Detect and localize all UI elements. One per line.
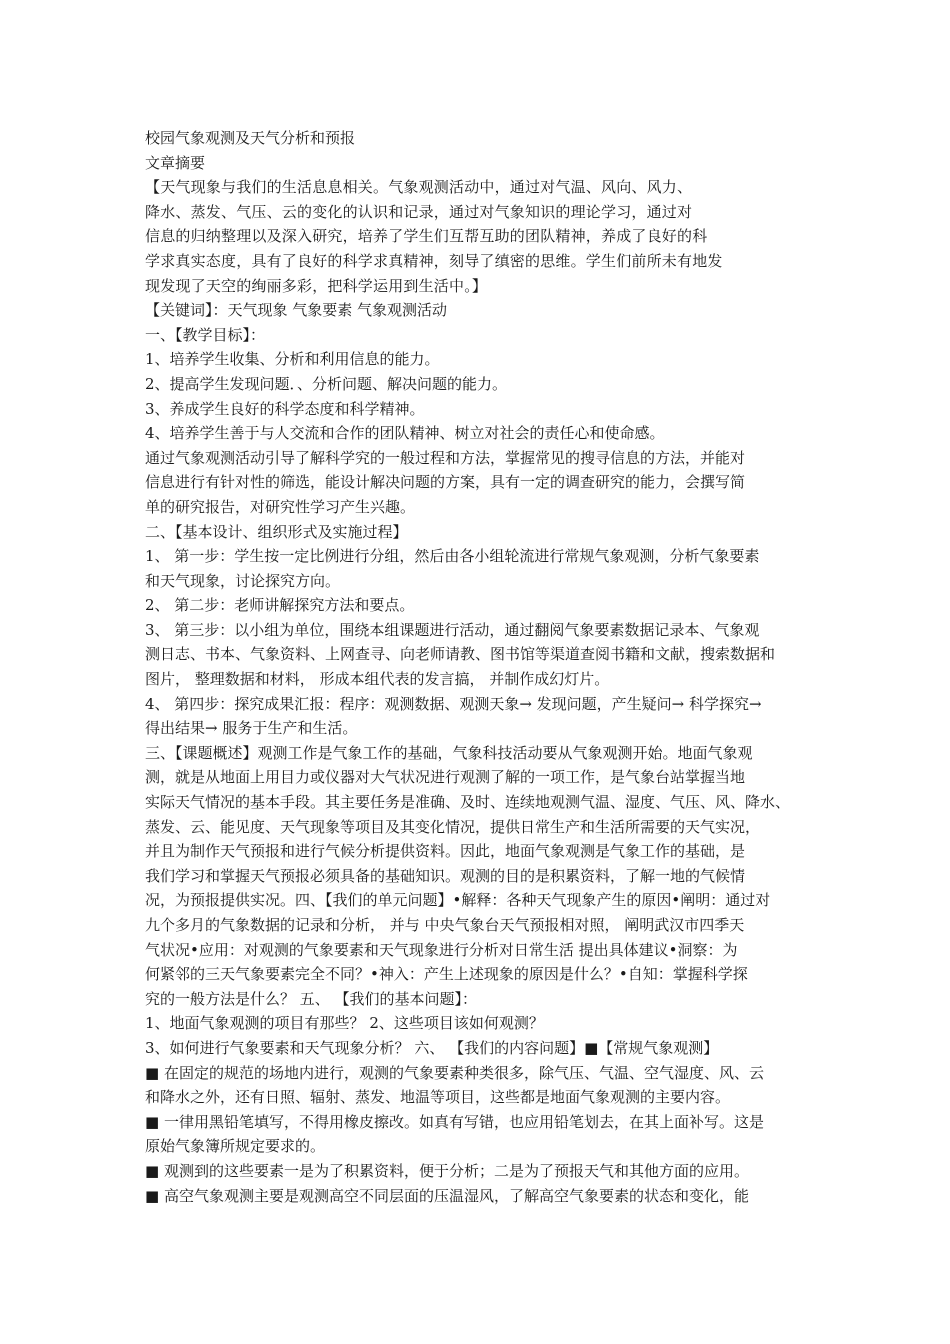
- text-line: 信息进行有针对性的筛选，能设计解决问题的方案，具有一定的调查研究的能力，会撰写简: [145, 473, 746, 492]
- text-line: 究的一般方法是什么？ 五、 【我们的基本问题】：: [145, 989, 478, 1008]
- text-line: 原始气象簿所规定要求的。: [145, 1137, 326, 1156]
- text-line: 1、 第一步：学生按一定比例进行分组，然后由各小组轮流进行常规气象观测，分析气象要素: [145, 547, 760, 566]
- text-line: 何紧邻的三天气象要素完全不同？•神入：产生上述现象的原因是什么？•自知：掌握科学探: [145, 965, 748, 984]
- abstract-block: [145, 175, 810, 298]
- text-line: 和天气现象，讨论探究方向。: [145, 571, 341, 590]
- abstract-line: 降水、蒸发、气压、云的变化的认识和记录，通过对气象知识的理论学习，通过对: [145, 202, 693, 221]
- text-line: 通过气象观测活动引导了解科学究的一般过程和方法，掌握常见的搜寻信息的方法，并能对: [145, 448, 746, 467]
- text-line: ■ 观测到的这些要素一是为了积累资料，便于分析；二是为了预报天气和其他方面的应用。: [145, 1161, 749, 1180]
- abstract-line: 信息的归纳整理以及深入研究，培养了学生们互帮互助的团队精神，养成了良好的科: [145, 227, 708, 246]
- text-line: 4、 第四步：探究成果汇报：程序：观测数据、观测天象→ 发现问题，产生疑问→ 科学探究→: [145, 694, 762, 713]
- text-line: ■ 一律用黑铅笔填写，不得用橡皮擦改。如真有写错，也应用铅笔划去，在其上面补写。这是: [145, 1112, 764, 1131]
- text-line: 九个多月的气象数据的记录和分析， 并与 中央气象台天气预报相对照， 阐明武汉市四季天: [145, 916, 745, 934]
- text-line: 况，为预报提供实况。四、【我们的单元问题】•解释：各种天气现象产生的原因•阐明：通过对: [145, 891, 771, 910]
- text-line: 蒸发、云、能见度、天气现象等项目及其变化情况，提供日常生产和生活所需要的天气实况，: [145, 817, 761, 836]
- text-line: 和降水之外，还有日照、辐射、蒸发、地温等项目，这些都是地面气象观测的主要内容。: [145, 1088, 731, 1107]
- section-heading: 二、【基本设计、组织形式及实施过程】: [145, 522, 408, 541]
- abstract-line: 现发现了天空的绚丽多彩，把科学运用到生活中。】: [145, 276, 488, 295]
- text-line: 3、养成学生良好的科学态度和科学精神。: [145, 399, 425, 418]
- text-line: 测日志、书本、气象资料、上网查寻、向老师请教、图书馆等渠道查阅书籍和文献，搜索数据和: [145, 645, 776, 664]
- text-line: 1、地面气象观测的项目有那些？ 2、这些项目该如何观测？: [145, 1014, 544, 1033]
- text-line: 1、培养学生收集、分析和利用信息的能力。: [145, 350, 440, 369]
- text-line: 气状况•应用：对观测的气象要素和天气现象进行分析对日常生活 提出具体建议•洞察：为: [145, 940, 738, 959]
- text-line: 3、 第三步：以小组为单位，围绕本组课题进行活动，通过翻阅气象要素数据记录本、气象观: [145, 620, 760, 639]
- text-line: ■ 在固定的规范的场地内进行，观测的气象要素种类很多，除气压、气温、空气湿度、风、云: [145, 1063, 764, 1082]
- text-line: 图片， 整理数据和材料， 形成本组代表的发言搞， 并制作成幻灯片。: [145, 670, 610, 689]
- text-line: 实际天气情况的基本手段。其主要任务是准确、及时、连续地观测气温、湿度、气压、风、降水、: [145, 793, 791, 812]
- abstract-heading: 文章摘要: [145, 153, 206, 172]
- text-line: 3、如何进行气象要素和天气现象分析？ 六、 【我们的内容问题】■【常规气象观测】: [145, 1038, 719, 1057]
- abstract-line: 学求真实态度，具有了良好的科学求真精神，刻导了缜密的思维。学生们前所未有地发: [145, 251, 723, 270]
- abstract-line: 【天气现象与我们的生活息息相关。气象观测活动中，通过对气温、风向、风力、: [145, 178, 693, 197]
- body-text: [145, 298, 810, 1208]
- text-line: 2、提高学生发现问题．、分析问题、解决问题的能力。: [145, 374, 508, 393]
- text-line: 单的研究报告，对研究性学习产生兴趣。: [145, 497, 416, 516]
- text-line: 并且为制作天气预报和进行气候分析提供资料。因此，地面气象观测是气象工作的基础，是: [145, 842, 746, 861]
- document-title: 校园气象观测及天气分析和预报: [145, 129, 356, 147]
- section-heading: 一、【教学目标】：: [145, 325, 266, 344]
- text-line: 我们学习和掌握天气预报必须具备的基础知识。观测的目的是积累资料，了解一地的气候情: [145, 866, 746, 885]
- text-line: 2、 第二步：老师讲解探究方法和要点。: [145, 596, 415, 615]
- text-line: 得出结果→ 服务于生产和生活。: [145, 719, 358, 738]
- text-line: ■ 高空气象观测主要是观测高空不同层面的压温湿风，了解高空气象要素的状态和变化，能: [145, 1186, 749, 1205]
- keywords-line: 【关键词】：天气现象 气象要素 气象观测活动: [145, 301, 448, 320]
- document-page: [145, 126, 810, 1208]
- text-line: 三、【课题概述】观测工作是气象工作的基础，气象科技活动要从气象观测开始。地面气象观: [145, 743, 753, 762]
- text-line: 4、培养学生善于与人交流和合作的团队精神、树立对社会的责任心和使命感。: [145, 424, 665, 443]
- text-line: 测，就是从地面上用目力或仪器对大气状况进行观测了解的一项工作，是气象台站掌握当地: [145, 768, 746, 787]
